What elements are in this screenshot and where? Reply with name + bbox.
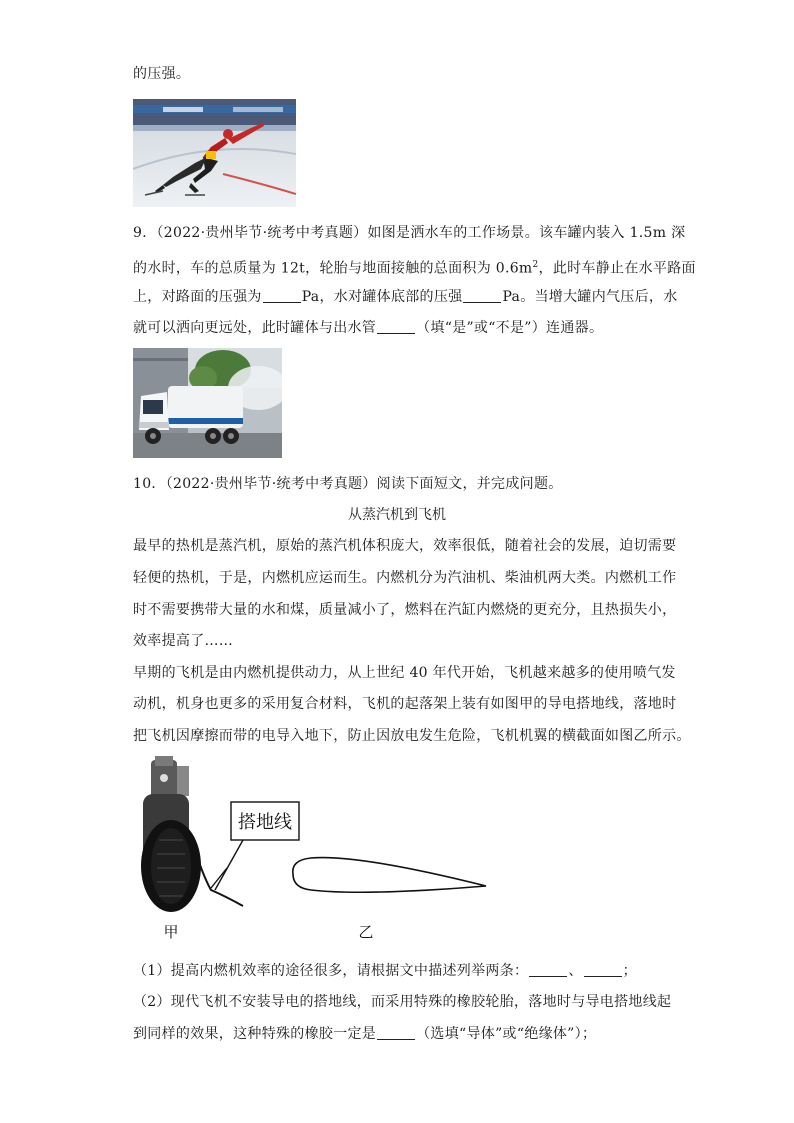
answer-blank[interactable] xyxy=(377,319,415,334)
article-title: 从蒸汽机到飞机 xyxy=(348,507,446,523)
q10-line-1: 10．（2022·贵州毕节·统考中考真题）阅读下面短文，并完成问题。 xyxy=(133,476,563,492)
callout-label: 搭地线 xyxy=(238,812,292,832)
q9-line-3: 上，对路面的压强为 Pa，水对罐体底部的压强 Pa。当增大罐内气压后，水 xyxy=(133,289,678,305)
paragraph-2-line: 早期的飞机是由内燃机提供动力，从上世纪 40 年代开始，飞机越来越多的使用喷气发 xyxy=(133,665,676,681)
answer-blank[interactable] xyxy=(529,962,567,977)
sprinkler-truck-photo xyxy=(133,348,282,458)
text-line: 的压强。 xyxy=(133,66,191,82)
q9-line-2: 的水时，车的总质量为 12t，轮胎与地面接触的总面积为 $0.6m^2$，此时车静止在水平路面 xyxy=(133,260,696,277)
figure-landing-gear-and-wing xyxy=(133,756,513,946)
label-yi: 乙 xyxy=(358,925,374,941)
paragraph-1-line: 最早的热机是蒸汽机，原始的蒸汽机体积庞大，效率很低，随着社会的发展，迫切需要 xyxy=(133,538,677,554)
paragraph-2-line: 把飞机因摩擦而带的电导入地下，防止因放电发生危险，飞机机翼的横截面如图乙所示。 xyxy=(133,728,691,744)
answer-blank[interactable] xyxy=(463,288,501,303)
sub-question-2-line-1: （2）现代飞机不安装导电的搭地线，而采用特殊的橡胶轮胎，落地时与导电搭地线起 xyxy=(133,994,672,1010)
paragraph-1-line: 效率提高了…… xyxy=(133,633,234,649)
paragraph-1-line: 时不需要携带大量的水和煤，质量减小了，燃料在汽缸内燃烧的更充分，且热损失小， xyxy=(133,602,677,618)
q9-line-1: 9．（2022·贵州毕节·统考中考真题）如图是洒水车的工作场景。该车罐内装入 1.5m 深 xyxy=(133,225,686,241)
sub-question-2-line-2: 到同样的效果，这种特殊的橡胶一定是 （选填“导体”或“绝缘体”）； xyxy=(133,1026,597,1042)
label-jia: 甲 xyxy=(163,925,179,941)
answer-blank[interactable] xyxy=(263,288,301,303)
answer-blank[interactable] xyxy=(584,962,622,977)
paragraph-1-line: 轻便的热机，于是，内燃机应运而生。内燃机分为汽油机、柴油机两大类。内燃机工作 xyxy=(133,570,677,586)
q9-line-4: 就可以洒向更远处，此时罐体与出水管 （填“是”或“不是”）连通器。 xyxy=(133,320,604,336)
speed-skater-photo xyxy=(133,99,296,207)
answer-blank[interactable] xyxy=(377,1025,415,1040)
paragraph-2-line: 动机，机身也更多的采用复合材料，飞机的起落架上装有如图甲的导电搭地线，落地时 xyxy=(133,696,677,712)
sub-question-1: （1）提高内燃机效率的途径很多，请根据文中描述列举两条： 、 ； xyxy=(133,963,637,979)
